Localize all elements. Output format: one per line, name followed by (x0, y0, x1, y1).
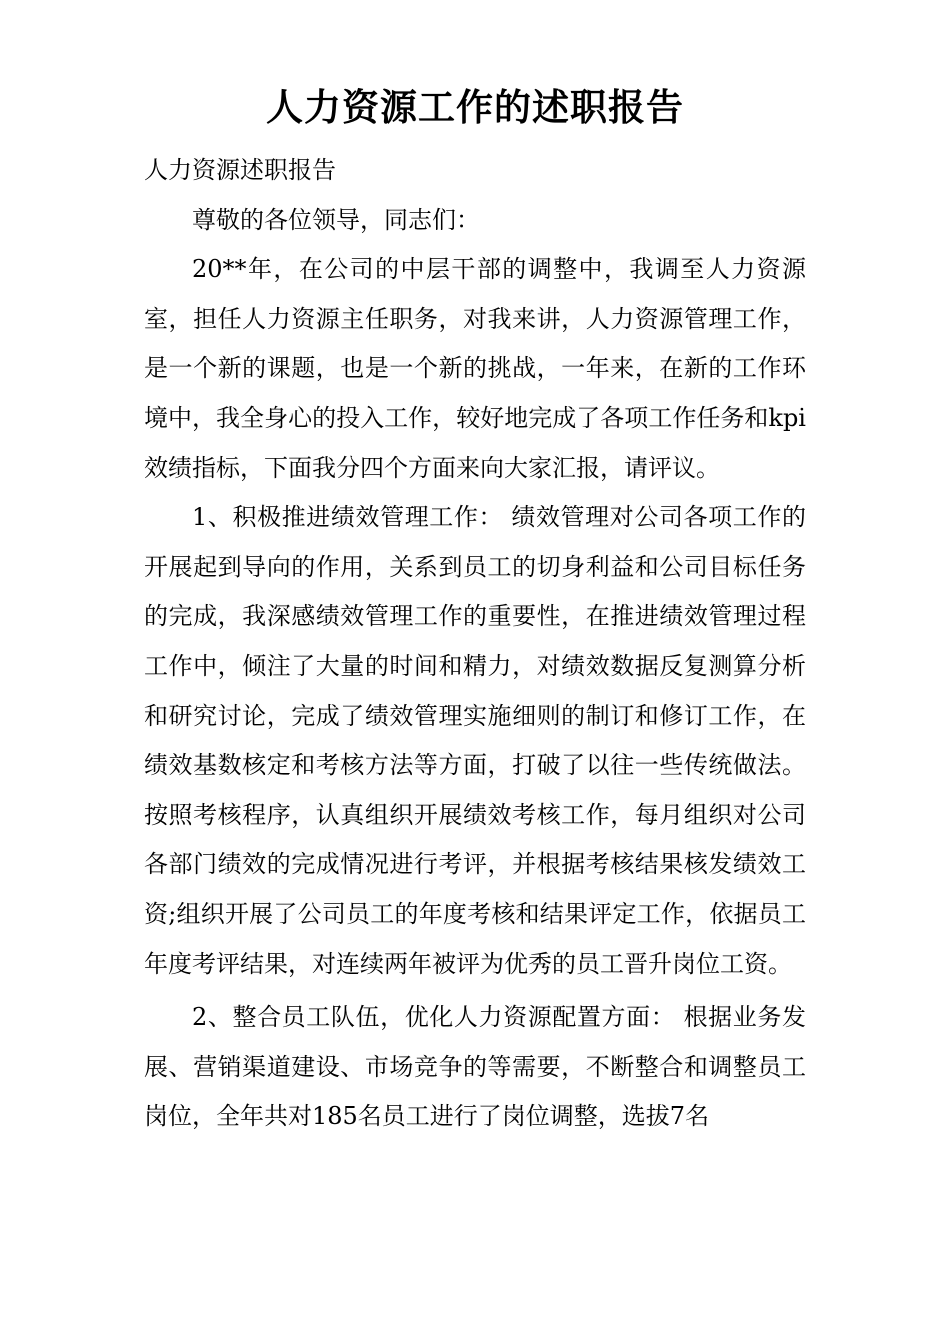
paragraph-intro: 20**年，在公司的中层干部的调整中，我调至人力资源室，担任人力资源主任职务，对我来讲，人力资源管理工作，是一个新的课题，也是一个新的挑战，一年来，在新的工作环境中，我全身心的投入工作，较好地完成了各项工作任务和kpi效绩指标，下面我分四个方面来向大家汇报，请评议。 (144, 255, 806, 482)
document-body (144, 146, 806, 1142)
salutation: 尊敬的各位领导，同志们： (192, 205, 480, 234)
document-subtitle: 人力资源述职报告 (144, 156, 336, 184)
paragraph-performance-management: 1、积极推进绩效管理工作： 绩效管理对公司各项工作的开展起到导向的作用，关系到员工的切身利益和公司目标任务的完成，我深感绩效管理工作的重要性，在推进绩效管理过程工作中，倾注了大量的时间和精力，对绩效数据反复测算分析和研究讨论，完成了绩效管理实施细则的制订和修订工作，在绩效基数核定和考核方法等方面，打破了以往一些传统做法。 按照考核程序，认真组织开展绩效考核工作，每月组织对公司各部门绩效的完成情况进行考评，并根据考核结果核发绩效工资;组织开展了公司员工的年度考核和结果评定工作，依据员工年度考评结果，对连续两年被评为优秀的员工晋升岗位工资。 (144, 503, 806, 978)
document-title: 人力资源工作的述职报告 (266, 85, 684, 129)
paragraph-staff-integration: 2、整合员工队伍，优化人力资源配置方面： 根据业务发展、营销渠道建设、市场竞争的等需要，不断整合和调整员工岗位，全年共对185名员工进行了岗位调整，选拔7名 (144, 1003, 806, 1131)
